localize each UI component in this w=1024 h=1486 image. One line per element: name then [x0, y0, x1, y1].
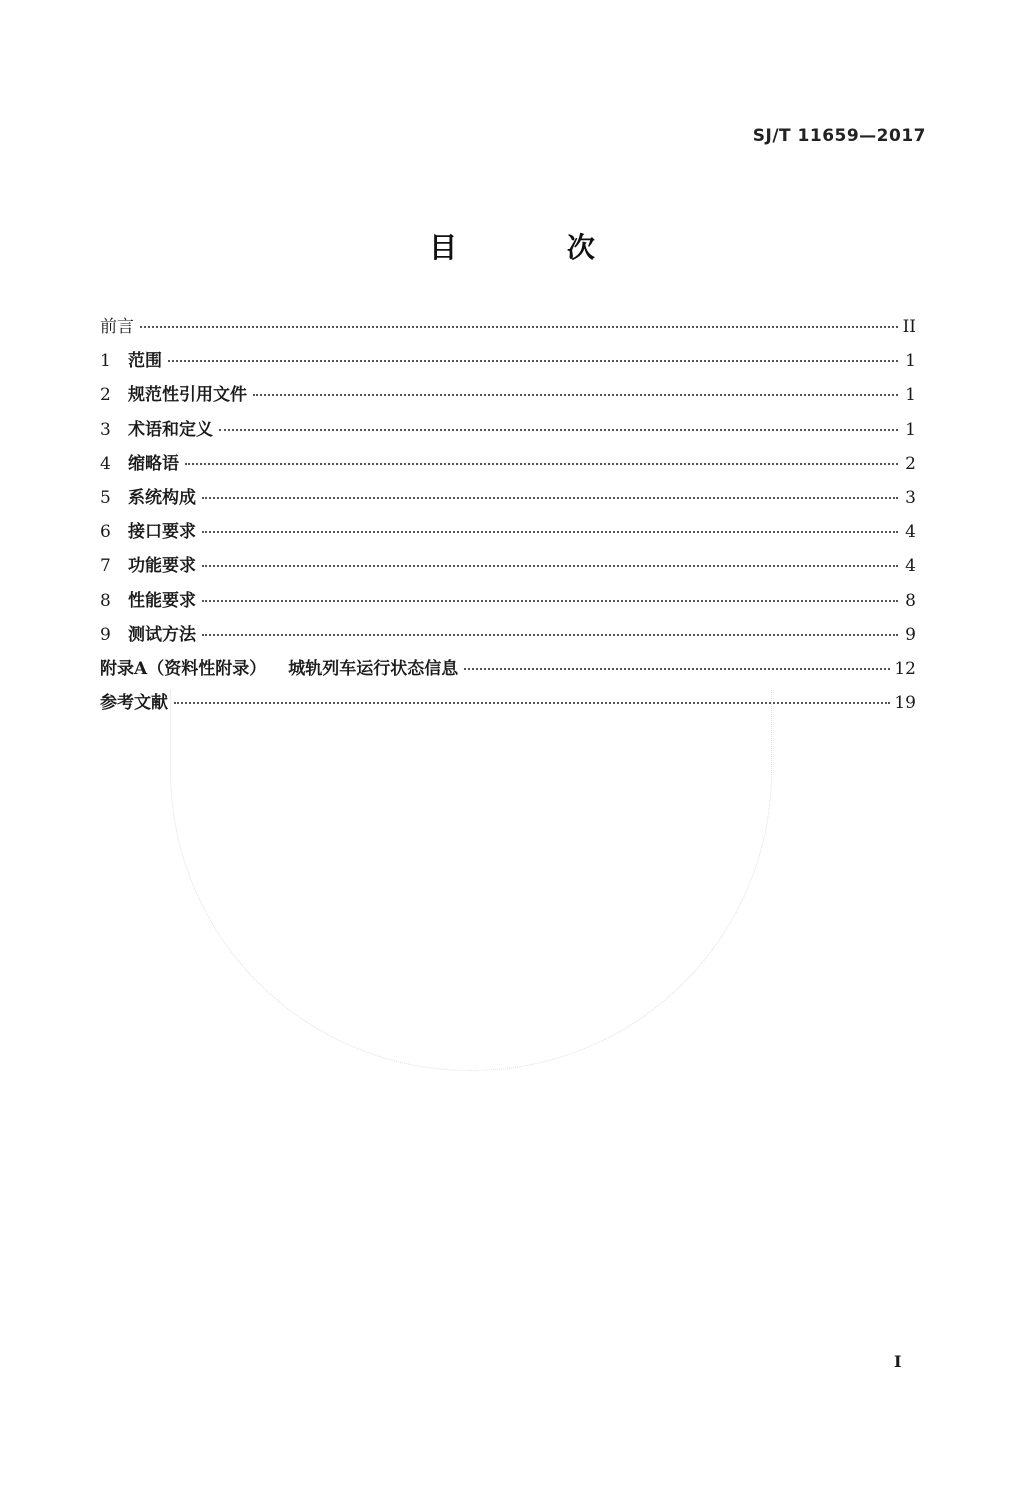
toc-entry-1[interactable]: [100, 346, 916, 380]
toc-entry-number: 1: [100, 351, 111, 372]
toc-title: 目 次: [429, 231, 645, 264]
toc-leader-dots: [174, 701, 890, 704]
page-number: I: [894, 1352, 902, 1371]
toc-entry-page: 4: [905, 556, 916, 577]
toc-entry-number: 5: [100, 487, 111, 508]
toc-entry-page: 2: [905, 453, 916, 474]
toc-entry-5[interactable]: [100, 483, 916, 517]
toc-entry-number: 8: [100, 590, 111, 611]
toc-entry-page: 1: [905, 385, 916, 406]
toc-leader-dots: [202, 496, 898, 499]
toc-entry-label: 性能要求: [128, 590, 196, 611]
toc-entry-page: 1: [905, 419, 916, 440]
toc-entry-foreword[interactable]: [100, 312, 916, 346]
standard-number: SJ/T 11659—2017: [752, 126, 926, 146]
toc-entry-bibliography[interactable]: [100, 688, 916, 722]
toc-leader-dots: [140, 325, 898, 328]
faint-watermark: [170, 690, 772, 1071]
toc-entry-page: 8: [905, 590, 916, 611]
toc-entry-7[interactable]: [100, 551, 916, 585]
toc-entry-3[interactable]: [100, 415, 916, 449]
appendix-title: 城轨列车运行状态信息: [288, 658, 459, 679]
toc-entry-label: 参考文献: [100, 693, 168, 714]
toc-leader-dots: [253, 393, 898, 396]
toc-entry-page: II: [902, 317, 916, 337]
toc-leader-dots: [202, 633, 898, 636]
toc-entry-label: 前言: [100, 317, 134, 337]
toc-leader-dots: [202, 599, 898, 602]
toc-entry-number: 7: [100, 556, 111, 577]
appendix-designation: 附录A（资料性附录）: [100, 658, 267, 679]
toc-entry-page: 3: [905, 487, 916, 508]
toc-entry-label: 接口要求: [128, 522, 196, 543]
toc-entry-2[interactable]: [100, 380, 916, 414]
toc-entry-6[interactable]: [100, 517, 916, 551]
toc-entry-label: 范围: [128, 351, 162, 372]
toc-entry-label: 功能要求: [128, 556, 196, 577]
toc-entry-number: 2: [100, 385, 111, 406]
toc-entry-number: 9: [100, 624, 111, 645]
toc-entry-number: 4: [100, 453, 111, 474]
toc-entry-page: 12: [894, 658, 916, 679]
toc-entry-label: [100, 654, 458, 684]
toc-entry-label: 系统构成: [128, 487, 196, 508]
toc-entry-page: 19: [894, 693, 916, 714]
toc-leader-dots: [185, 462, 898, 465]
toc-leader-dots: [202, 530, 898, 533]
toc-entry-label: 测试方法: [128, 624, 196, 645]
toc-entry-number: 3: [100, 419, 111, 440]
toc-entry-page: 1: [905, 351, 916, 372]
toc-entry-label: 缩略语: [128, 453, 179, 474]
toc-entry-page: 4: [905, 522, 916, 543]
toc-leader-dots: [168, 359, 898, 362]
table-of-contents: [100, 312, 916, 722]
toc-entry-label: 规范性引用文件: [128, 385, 247, 406]
toc-entry-number: 6: [100, 522, 111, 543]
toc-entry-4[interactable]: [100, 449, 916, 483]
toc-leader-dots: [464, 667, 890, 670]
toc-entry-9[interactable]: [100, 620, 916, 654]
toc-leader-dots: [219, 428, 898, 431]
toc-entry-appendix-a[interactable]: [100, 654, 916, 688]
toc-leader-dots: [202, 564, 898, 567]
toc-entry-8[interactable]: [100, 586, 916, 620]
toc-entry-label: 术语和定义: [128, 419, 213, 440]
toc-entry-page: 9: [905, 624, 916, 645]
